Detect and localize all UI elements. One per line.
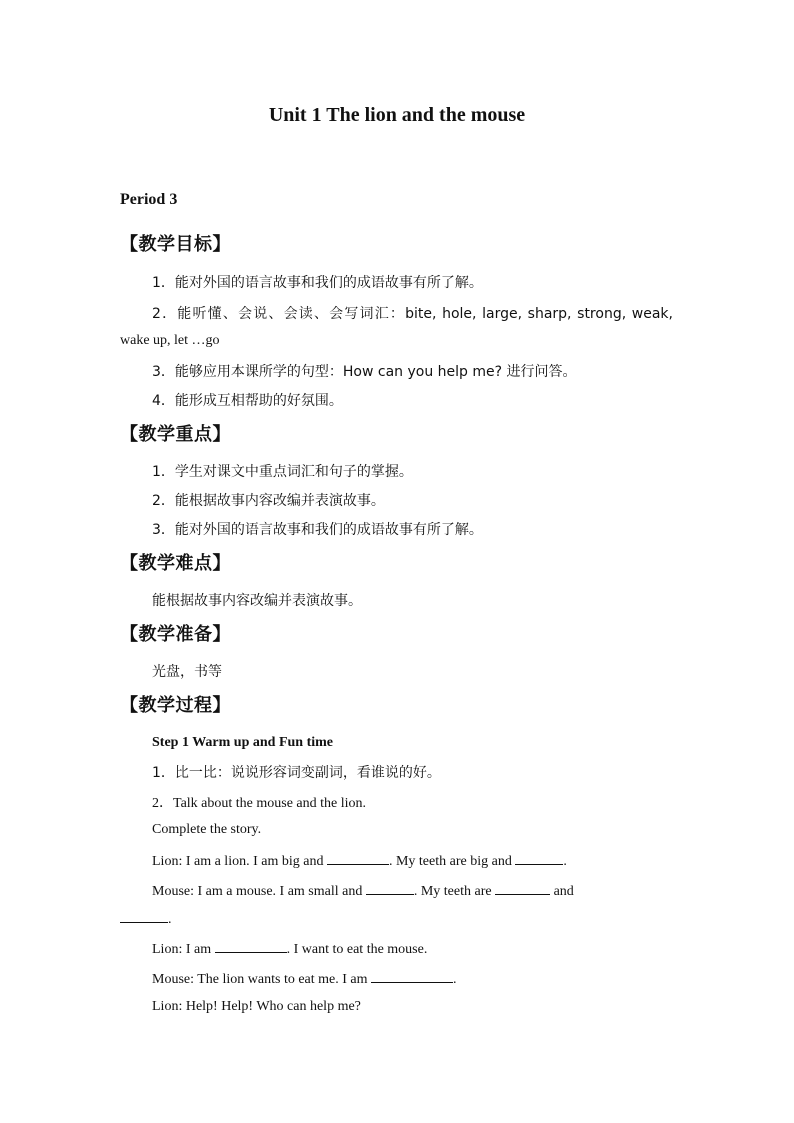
objectives-item-4: 4．能形成互相帮助的好氛围。 [152, 393, 343, 409]
blank-line [515, 852, 563, 865]
blank-line [327, 852, 389, 865]
objectives-item-3: 3．能够应用本课所学的句型：How can you help me? 进行问答。 [152, 364, 577, 380]
preparation-text: 光盘，书等 [152, 664, 222, 680]
document-title: Unit 1 The lion and the mouse [268, 104, 526, 126]
dialogue-text: Mouse: The lion wants to eat me. I am [152, 972, 372, 987]
difficulties-text: 能根据故事内容改编并表演故事。 [152, 593, 362, 609]
process-heading: 【教学过程】 [120, 695, 231, 716]
objectives-item-1: 1．能对外国的语言故事和我们的成语故事有所了解。 [152, 275, 483, 291]
dialogue-text: . I want to eat the mouse. [286, 942, 428, 957]
dialogue-text: Lion: I am a lion. I am big and [152, 854, 327, 869]
key-points-item-2: 2．能根据故事内容改编并表演故事。 [152, 493, 385, 509]
dialogue-text: . [563, 854, 567, 869]
process-item-1: 1．比一比：说说形容词变副词，看谁说的好。 [152, 765, 441, 781]
step-1-heading: Step 1 Warm up and Fun time [152, 735, 333, 750]
objectives-item-2-line-2: wake up, let …go [120, 333, 220, 348]
key-points-item-1: 1．学生对课文中重点词汇和句子的掌握。 [152, 464, 413, 480]
dialogue-lion-2 [152, 940, 427, 958]
dialogue-text: . My teeth are big and [388, 854, 516, 869]
dialogue-text: . [453, 972, 457, 987]
dialogue-text: . [168, 912, 172, 927]
blank-line [120, 910, 168, 923]
dialogue-mouse-1 [152, 882, 574, 900]
dialogue-text: and [550, 884, 574, 899]
blank-line [371, 970, 453, 983]
blank-line [495, 882, 550, 895]
period-label: Period 3 [120, 191, 178, 208]
difficulties-heading: 【教学难点】 [120, 553, 231, 574]
objectives-heading: 【教学目标】 [120, 234, 231, 255]
key-points-heading: 【教学重点】 [120, 424, 231, 445]
dialogue-text: . My teeth are [413, 884, 496, 899]
blank-line [366, 882, 414, 895]
dialogue-lion-3: Lion: Help! Help! Who can help me? [152, 999, 361, 1014]
complete-story-instruction: Complete the story. [152, 822, 262, 837]
dialogue-text: Mouse: I am a mouse. I am small and [152, 884, 366, 899]
dialogue-mouse-2 [152, 970, 457, 988]
dialogue-text: Lion: I am [152, 942, 215, 957]
process-item-2: 2．Talk about the mouse and the lion. [152, 796, 367, 811]
key-points-item-3: 3．能对外国的语言故事和我们的成语故事有所了解。 [152, 522, 483, 538]
objectives-item-2-line-1: 2．能听懂、会说、会读、会写词汇：bite, hole, large, sharp, strong, weak, [152, 306, 673, 322]
dialogue-lion-1 [152, 852, 567, 870]
preparation-heading: 【教学准备】 [120, 624, 231, 645]
blank-line [215, 940, 287, 953]
dialogue-mouse-1-continued [120, 910, 172, 928]
